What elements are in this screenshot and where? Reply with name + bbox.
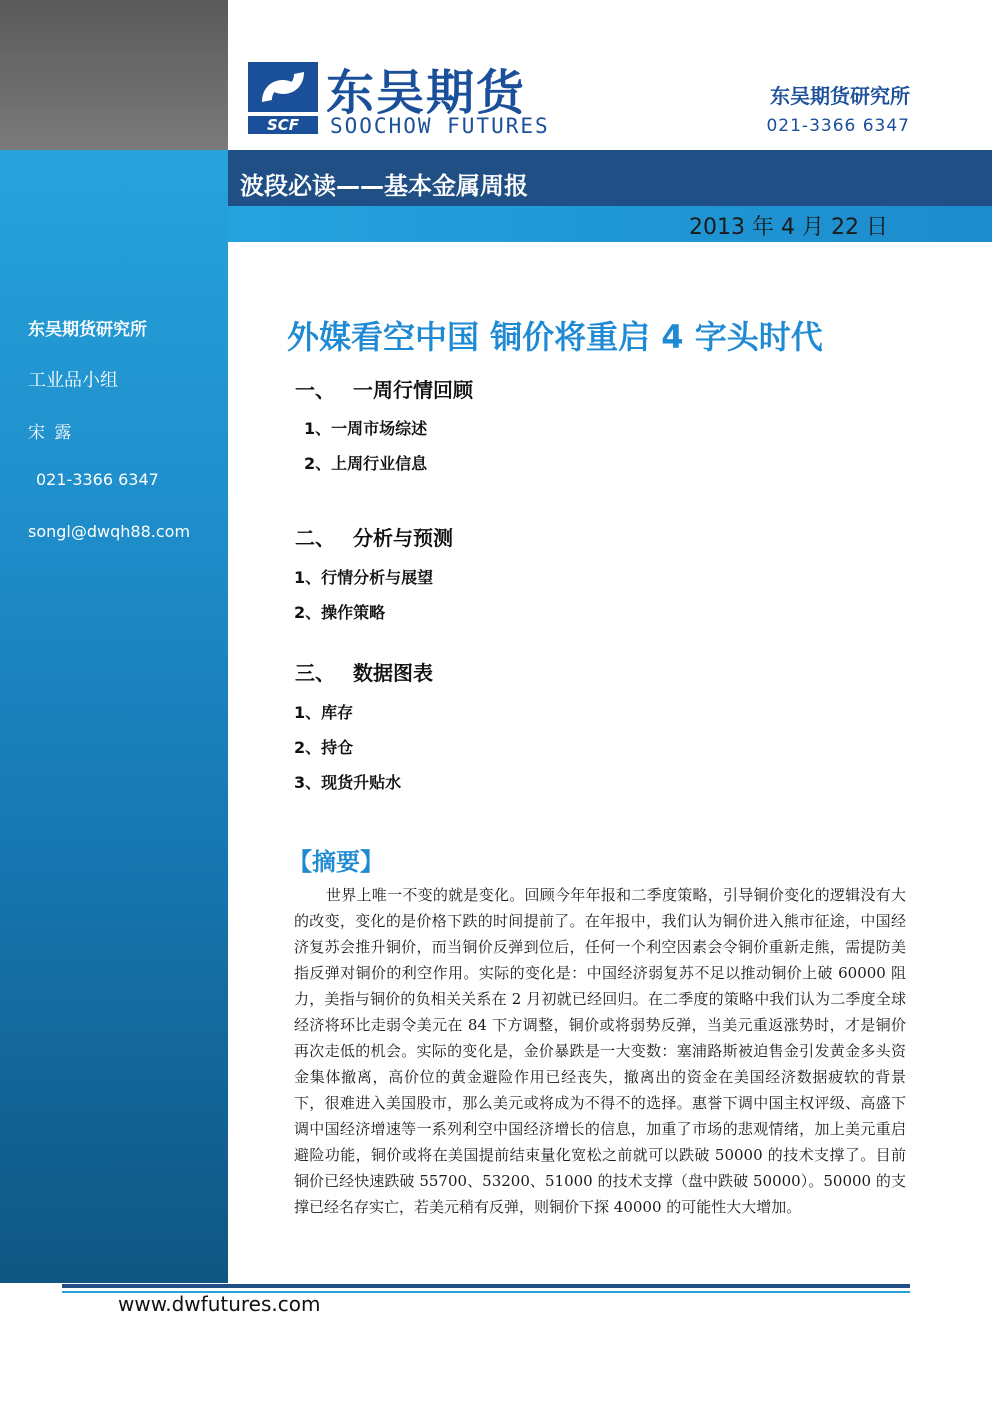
sidebar-email[interactable]: songl@dwqh88.com: [28, 522, 191, 541]
section-title: 一周行情回顾: [353, 378, 473, 402]
outline-item: 2、持仓: [294, 738, 354, 757]
section-heading-2: [295, 522, 453, 551]
logo-mark-text: SCF: [266, 116, 300, 134]
page-title: 外媒看空中国 铜价将重启 4 字头时代: [287, 318, 823, 356]
sidebar-org: 东吴期货研究所: [28, 320, 147, 340]
outline-item: 2、操作策略: [294, 603, 386, 622]
outline-item: 1、行情分析与展望: [294, 568, 434, 587]
abstract-body: 世界上唯一不变的就是变化。回顾今年年报和二季度策略，引导铜价变化的逻辑没有大的改变，变化的是价格下跌的时间提前了。在年报中，我们认为铜价进入熊市征途，中国经济复苏会推升铜价，而当铜价反弹到位后，任何一个利空因素会令铜价重新走熊，需提防美指反弹对铜价的利空作用。实际的变化是：中国经济弱复苏不足以推动铜价上破 60000 阻力，美指与铜价的负相关关系在 2 月初就已经回归。在二季度的策略中我们认为二季度全球经济将环比走弱令美元在 84 下方调整，铜价或将弱势反弹，当美元重返涨势时，才是铜价再次走低的机会。实际的变化是，金价暴跌是一大变数：塞浦路斯被迫售金引发黄金多头资金集体撤离，高价位的黄金避险作用已经丧失，撤离出的资金在美国经济数据疲软的背景下，很难进入美国股市，那么美元或将成为不得不的选择。惠誉下调中国主权评级、高盛下调中国经济增速等一系列利空中国经济增长的信息，加重了市场的悲观情绪，加上美元重启避险功能，铜价或将在美国提前结束量化宽松之前就可以跌破 50000 的技术支撑了。目前铜价已经快速跌破 55700、53200、51000 的技术支撑（盘中跌破 50000）。50000 的支撑已经名存实亡，若美元稍有反弹，则铜价下探 40000 的可能性大大增加。: [294, 886, 906, 1216]
logo-english-name: SOOCHOW FUTURES: [330, 114, 550, 138]
outline-item: 2、上周行业信息: [304, 454, 428, 473]
footer-website-link[interactable]: www.dwfutures.com: [118, 1292, 321, 1316]
sidebar-top-panel: [0, 0, 228, 150]
header-org: 东吴期货研究所: [770, 84, 910, 108]
section-number: 一、: [295, 378, 335, 402]
outline-item: 3、现货升贴水: [294, 773, 402, 792]
report-series-title: 波段必读——基本金属周报: [240, 172, 528, 200]
section-title: 数据图表: [353, 661, 433, 685]
outline-item: 1、一周市场综述: [304, 419, 428, 438]
section-number: 三、: [295, 661, 335, 685]
sidebar-author: 宋 露: [28, 423, 74, 443]
section-heading-1: [295, 374, 473, 403]
abstract-heading: 【摘要】: [288, 848, 384, 876]
section-title: 分析与预测: [353, 526, 453, 550]
sidebar-group: 工业品小组: [28, 370, 118, 391]
section-number: 二、: [295, 526, 335, 550]
outline-item: 1、库存: [294, 703, 354, 722]
report-date: 2013 年 4 月 22 日: [689, 215, 888, 240]
sidebar-phone: 021-3366 6347: [36, 470, 159, 489]
logo-chinese-name: 东吴期货: [326, 65, 527, 121]
section-heading-3: [295, 657, 433, 686]
company-logo-icon: [248, 62, 318, 134]
header-phone: 021-3366 6347: [766, 116, 910, 136]
footer-divider: [62, 1284, 910, 1288]
